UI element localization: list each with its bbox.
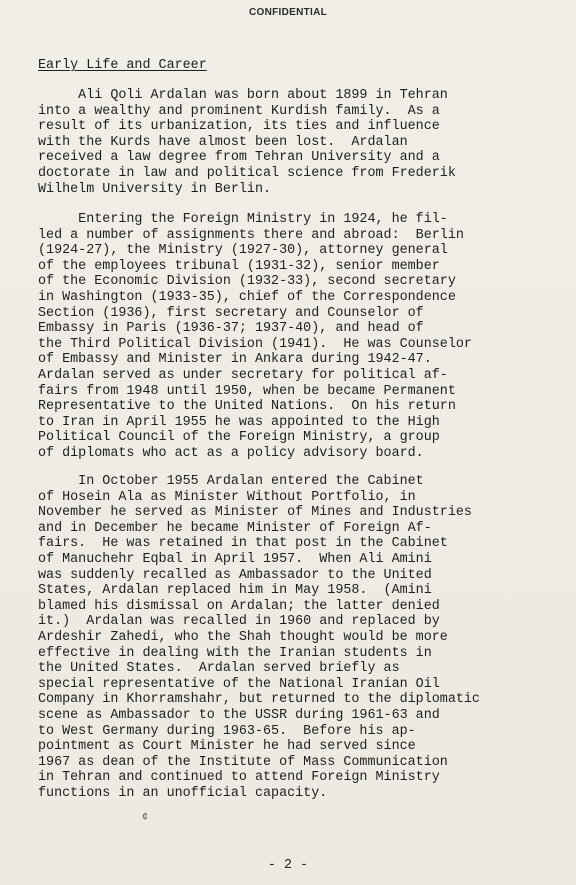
- paragraph-early-life: Ali Qoli Ardalan was born about 1899 in Tehran into a wealthy and prominent Kurdish family. As a result of its urbanization, its ties and influence with the Kurds have almost been lost. Ardalan received a law degree from Tehran University and a doctorate in law and political science from Frederik Wilhelm University in Berlin.: [38, 88, 456, 197]
- paragraph-foreign-ministry: Entering the Foreign Ministry in 1924, he fil- led a number of assignments there and abroad: Berlin (1924-27), the Ministry (1927-30), attorney general of the employees tribunal (1931-32), senior member of the Economic Division (1932-33), second secretary in Washington (1933-35), chief of the Correspondence Section (1936), first secretary and Counselor of Embassy in Paris (1936-37; 1937-40), and head of the Third Political Division (1941). He was Counselor of Embassy and Minister in Ankara during 1942-47. Ardalan served as under secretary for political af- fairs from 1948 until 1950, when be became Permanent Representative to the United Nations. On his return to Iran in April 1955 he was appointed to the High Political Council of the Foreign Ministry, a group of diplomats who act as a policy advisory board.: [38, 212, 472, 461]
- section-heading: Early Life and Career: [38, 58, 207, 73]
- stray-mark: ¢: [142, 812, 149, 823]
- paragraph-cabinet: In October 1955 Ardalan entered the Cabinet of Hosein Ala as Minister Without Portfolio, in November he served as Minister of Mines and Industries and in December he became Minister of Foreign Af- fairs. He was retained in that post in the Cabinet of Manuchehr Eqbal in April 1957. When Ali Amini was suddenly recalled as Ambassador to the United States, Ardalan replaced him in May 1958. (Amini blamed his dismissal on Ardalan; the latter denied it.) Ardalan was recalled in 1960 and replaced by Ardeshir Zahedi, who the Shah thought would be more effective in dealing with the Iranian students in the United States. Ardalan served briefly as special representative of the National Iranian Oil Company in Khorramshahr, but returned to the diplomatic scene as Ambassador to the USSR during 1961-63 and to West Germany during 1963-65. Before his ap- pointment as Court Minister he had served since 1967 as dean of the Institute of Mass Communication in Tehran and continued to attend Foreign Ministry functions in an unofficial capacity.: [38, 474, 480, 801]
- page-number: - 2 -: [267, 858, 309, 873]
- classification-header: CONFIDENTIAL: [248, 7, 328, 18]
